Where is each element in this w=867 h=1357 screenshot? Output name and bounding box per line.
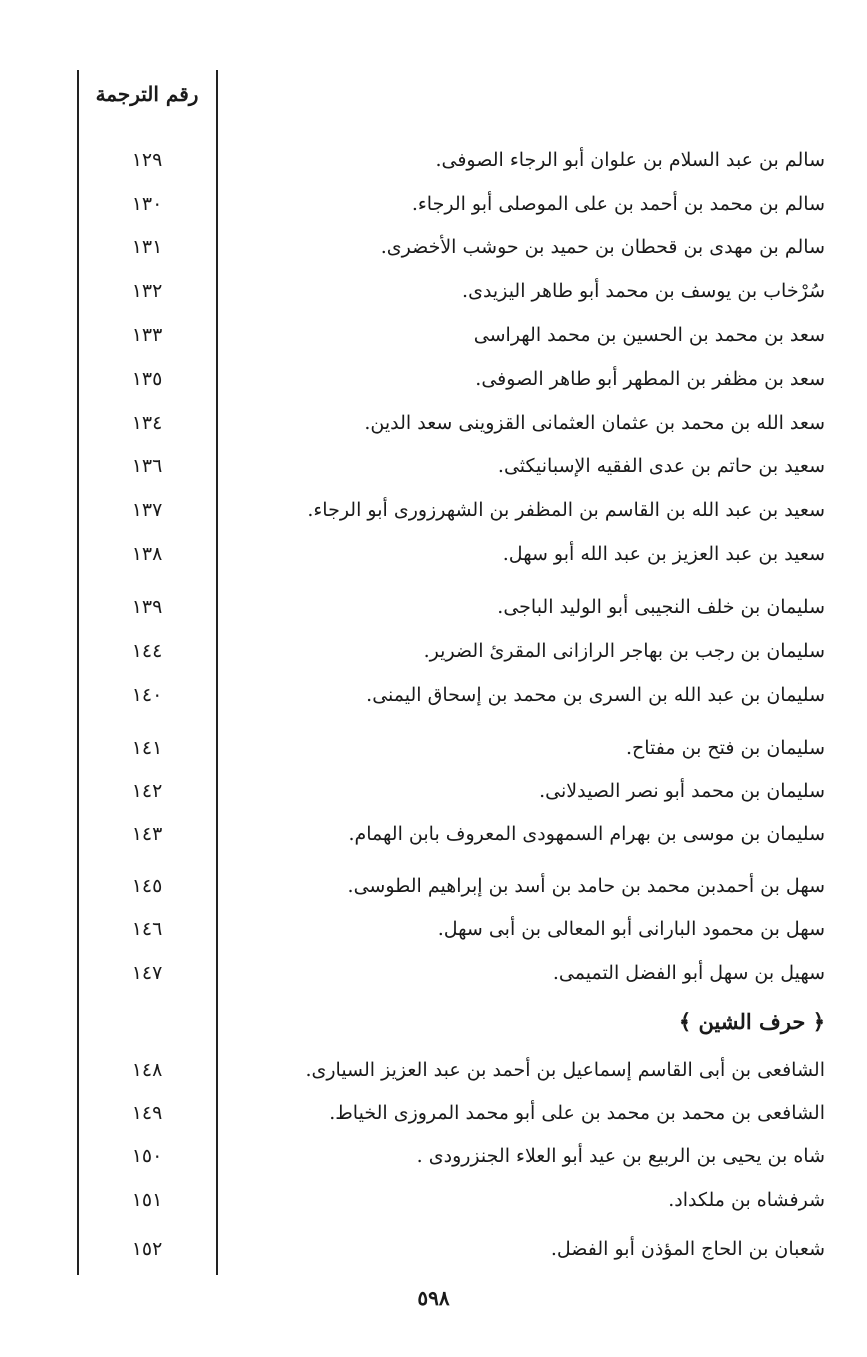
list-item [0,1093,867,1133]
list-item [0,227,867,267]
entry-number: ١٤٠ [131,684,163,706]
list-item [0,490,867,530]
list-item [0,184,867,224]
entry-name: سعد بن محمد بن الحسين بن محمد الهراسى [473,324,825,346]
list-item [0,1136,867,1176]
entry-name: سالم بن عبد السلام بن علوان أبو الرجاء الصوفى. [435,149,825,171]
entry-number: ١٣٩ [131,596,163,618]
list-item [0,675,867,715]
list-item [0,909,867,949]
entry-number: ١٣٦ [131,455,163,477]
entry-number: ١٣٧ [131,499,163,521]
list-item [0,1180,867,1220]
entry-name: سعيد بن عبد الله بن القاسم بن المظفر بن الشهرزورى أبو الرجاء. [307,499,825,521]
entry-number: ١٤٨ [131,1059,163,1081]
entry-number: ١٥١ [131,1189,163,1211]
entry-name: سالم بن محمد بن أحمد بن على الموصلى أبو الرجاء. [411,193,825,215]
list-item [0,271,867,311]
entry-number: ١٤٤ [131,640,163,662]
number-column-header: رقم الترجمة [95,82,199,106]
entry-name: سعد بن مظفر بن المطهر أبو طاهر الصوفى. [475,368,825,390]
entry-name: سليمان بن موسى بن بهرام السمهودى المعروف بابن الهمام. [348,823,825,845]
entry-number: ١٤١ [131,737,163,759]
list-item [0,587,867,627]
entry-name: سليمان بن عبد الله بن السرى بن محمد بن إسحاق اليمنى. [366,684,825,706]
list-item [0,953,867,993]
entry-number: ١٣٠ [131,193,163,215]
entry-number: ١٣٥ [131,368,163,390]
entry-name: سليمان بن خلف النجيبى أبو الوليد الباجى. [497,596,825,618]
entry-name: شعبان بن الحاج المؤذن أبو الفضل. [550,1238,825,1260]
entry-number: ١٣٣ [131,324,163,346]
list-item [0,631,867,671]
entry-number: ١٢٩ [131,149,163,171]
list-item [0,1229,867,1269]
entry-name: شاه بن يحيى بن الربيع بن عيد أبو العلاء الجنزرودى . [416,1145,825,1167]
list-item [0,1050,867,1090]
entry-name: سعيد بن عبد العزيز بن عبد الله أبو سهل. [502,543,825,565]
entry-number: ١٤٢ [131,780,163,802]
entry-number: ١٥٢ [131,1238,163,1260]
entry-name: سليمان بن رجب بن بهاجر الرازانى المقرئ الضرير. [423,640,825,662]
entry-number: ١٤٥ [131,875,163,897]
list-item [0,140,867,180]
entry-name: سعيد بن حاتم بن عدى الفقيه الإسبانيكثى. [497,455,825,477]
entry-name: الشافعى بن محمد بن محمد بن على أبو محمد المروزى الخياط. [329,1102,825,1124]
list-item [0,534,867,574]
entry-number: ١٤٩ [131,1102,163,1124]
list-item [0,771,867,811]
entry-number: ١٤٦ [131,918,163,940]
entry-number: ١٣٢ [131,280,163,302]
list-item [0,866,867,906]
entry-number: ١٥٠ [131,1145,163,1167]
entry-number: ١٣١ [131,236,163,258]
entry-name: سُرْخاب بن يوسف بن محمد أبو طاهر اليزيدى. [462,280,825,302]
entry-name: سعد الله بن محمد بن عثمان العثمانى القزوينى سعد الدين. [364,412,825,434]
entry-name: سالم بن مهدى بن قحطان بن حميد بن حوشب الأخضرى. [380,236,825,258]
entry-name: الشافعى بن أبى القاسم إسماعيل بن أحمد بن عبد العزيز السيارى. [305,1059,825,1081]
list-item [0,315,867,355]
page-number: ٥٩٨ [417,1286,450,1310]
section-heading: ﴿ حرف الشين ﴾ [678,1009,825,1034]
list-item [0,446,867,486]
list-item [0,814,867,854]
entry-number: ١٤٧ [131,962,163,984]
entry-name: سهيل بن سهل أبو الفضل التميمى. [552,962,825,984]
list-item [0,403,867,443]
entry-number: ١٤٣ [131,823,163,845]
list-item [0,359,867,399]
entry-name: سليمان بن محمد أبو نصر الصيدلانى. [539,780,825,802]
entry-name: سهل بن محمود البارانى أبو المعالى بن أبى سهل. [437,918,825,940]
entry-number: ١٣٤ [131,412,163,434]
entry-name: سهل بن أحمدبن محمد بن حامد بن أسد بن إبراهيم الطوسى. [347,875,825,897]
entry-name: سليمان بن فتح بن مفتاح. [625,737,825,759]
entry-name: شرفشاه بن ملكداد. [668,1189,825,1211]
list-item [0,728,867,768]
entry-number: ١٣٨ [131,543,163,565]
